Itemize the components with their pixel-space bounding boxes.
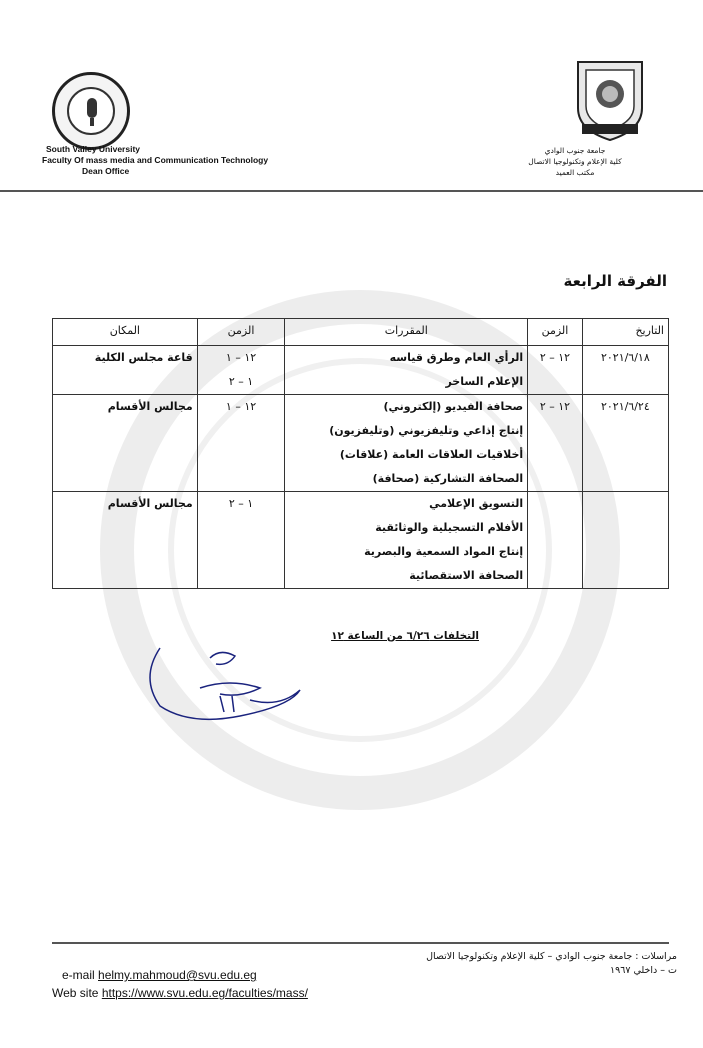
email-line: [52, 966, 308, 984]
row-time: ١٢ – ٢: [528, 346, 583, 395]
university-name-en: South Valley University: [46, 144, 141, 154]
faculty-name-en: Faculty Of mass media and Communication Technology: [42, 155, 269, 165]
row-slots: [197, 492, 285, 589]
slot-item: ١ – ٢: [228, 497, 254, 510]
header-divider: [0, 190, 703, 192]
table-row: [53, 492, 669, 589]
handwritten-signature: [140, 628, 310, 726]
course-item: أخلاقيات العلاقات العامة (علاقات): [339, 448, 524, 461]
website-label: Web site: [52, 986, 102, 1000]
microphone-icon: [67, 87, 115, 135]
slot-item: ١٢ – ١: [225, 400, 257, 413]
correspondence-line: مراسلات : جامعة جنوب الوادي – كلية الإعلام وتكنولوجيا الاتصال: [426, 951, 677, 962]
header-date: التاريخ: [582, 319, 668, 346]
course-item: إنتاج المواد السمعية والبصرية: [364, 545, 524, 558]
footer-arabic: [426, 950, 677, 978]
row-slots: [197, 395, 285, 492]
makeup-exam-note: التخلفات ٦/٢٦ من الساعة ١٢: [331, 630, 479, 642]
row-place: مجالس الأقسام: [53, 395, 198, 492]
course-item: التسويق الإعلامي: [429, 497, 524, 510]
header-time-slot: الزمن: [197, 319, 285, 346]
university-logo: [572, 58, 648, 142]
table-row: [53, 346, 669, 395]
course-item: الصحافة التشاركية (صحافة): [372, 472, 524, 485]
email-link[interactable]: helmy.mahmoud@svu.edu.eg: [98, 968, 257, 982]
university-name-ar: جامعة جنوب الوادي: [544, 146, 606, 155]
row-courses: [285, 395, 528, 492]
course-item: صحافة الفيديو (إلكتروني): [383, 400, 524, 413]
arabic-header: [500, 145, 650, 178]
row-time: [528, 492, 583, 589]
header-time: الزمن: [528, 319, 583, 346]
table-row: [53, 395, 669, 492]
row-time: ١٢ – ٢: [528, 395, 583, 492]
slot-item: ١٢ – ١: [225, 351, 257, 364]
row-date: ٢٠٢١/٦/٢٤: [582, 395, 668, 492]
faculty-name-ar: كلية الإعلام وتكنولوجيا الاتصال: [528, 157, 622, 166]
footer-english: [52, 966, 308, 1002]
website-link[interactable]: https://www.svu.edu.eg/faculties/mass/: [101, 986, 308, 1000]
row-slots: [197, 346, 285, 395]
page-title: الفرقة الرابعة: [563, 272, 667, 290]
course-item: الرأي العام وطرق قياسه: [389, 351, 524, 364]
website-line: [52, 984, 308, 1002]
course-item: الأفلام التسجيلية والوثائقية: [375, 521, 524, 534]
row-place: قاعة مجلس الكلية: [53, 346, 198, 395]
course-item: الصحافة الاستقصائية: [409, 569, 524, 582]
email-label: e-mail: [62, 968, 99, 982]
office-name-en: Dean Office: [82, 166, 130, 176]
slot-item: ١ – ٢: [228, 375, 254, 388]
row-place: مجالس الأقسام: [53, 492, 198, 589]
footer-divider: [52, 942, 669, 944]
phone-extension: ت – داخلي ١٩٦٧: [610, 965, 677, 976]
header-place: المكان: [53, 319, 198, 346]
office-name-ar: مكتب العميد: [555, 168, 595, 177]
row-courses: [285, 346, 528, 395]
header-courses: المقررات: [285, 319, 528, 346]
english-header: [42, 144, 292, 177]
row-date: [582, 492, 668, 589]
course-item: إنتاج إذاعي وتليفزيوني (وتليفزيون): [329, 424, 524, 437]
row-courses: [285, 492, 528, 589]
exam-schedule-table: [52, 318, 669, 589]
table-header-row: [53, 319, 669, 346]
faculty-logo: [52, 72, 130, 150]
row-date: ٢٠٢١/٦/١٨: [582, 346, 668, 395]
course-item: الإعلام الساخر: [445, 375, 524, 388]
